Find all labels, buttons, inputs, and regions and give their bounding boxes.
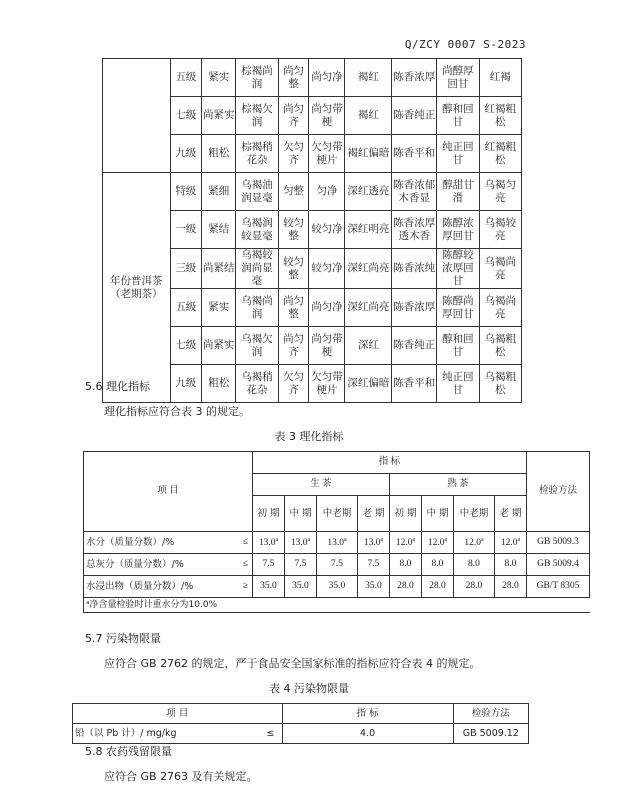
grade-cell: 深红偏暗 [345,365,392,403]
grade-cell: 特级 [170,173,202,211]
table4-index-header: 指 标 [282,704,453,724]
footnote-marker: a [343,537,347,544]
table3-value: 8.0 [504,559,517,569]
table3-value: 12.0 [427,538,445,549]
grade-cell: 棕褐欠润 [236,97,278,135]
table3-value: 13.0 [327,538,344,549]
grade-cell: 乌褐欠润 [236,327,278,365]
contaminant-table [72,703,529,744]
table3-value-cell [252,576,284,598]
table3-value: 8.0 [399,559,412,569]
table4-row-value: 4.0 [282,724,453,744]
footnote-marker: a [480,537,484,544]
table3-row-symbol: ≥ [236,576,253,598]
section-5-7-heading: 5.7 污染物限量 [85,632,161,645]
table3-period-header: 老 期 [357,496,389,532]
grade-cell: 乌褐润较显毫 [236,211,278,249]
grade-cell: 紧结 [202,211,236,249]
table3-value-cell [389,576,421,598]
grade-cell: 纯正回甘 [437,135,479,173]
grade-cell: 褐红偏暗 [345,135,392,173]
grade-cell: 五级 [170,59,202,97]
table3-value: 12.0 [464,538,481,549]
grade-cell: 七级 [170,97,202,135]
table3-value-cell [316,532,357,554]
grade-cell: 乌褐尚亮 [479,249,521,289]
table3-value: 28.0 [502,581,519,591]
grade-cell: 三级 [170,249,202,289]
grade-cell: 尚匀带梗 [309,97,345,135]
table3-value: 7.5 [367,559,380,569]
grade-cell: 红褐粗松 [479,135,521,173]
table3-value: 13.0 [258,538,276,549]
grade-cell: 棕褐尚润 [236,59,278,97]
table3-value: 12.0 [395,538,413,549]
grade-cell: 粗松 [202,135,236,173]
table3-caption: 表 3 理化指标 [274,430,344,443]
grade-cell: 匀净 [309,173,345,211]
grade-cell: 陈香浓郁木香显 [392,173,437,211]
footnote-marker: a [380,537,384,544]
table3-row [84,576,590,598]
grade-cell: 乌褐稍花杂 [236,365,278,403]
grade-cell: 尚匀整 [278,289,309,327]
table3-period-header: 中 期 [284,496,316,532]
grade-cell: 纯正回甘 [437,365,479,403]
grade-cell: 乌褐油润显毫 [236,173,278,211]
table3-value-cell [357,554,389,576]
table3-value-cell [284,576,316,598]
grade-cell: 尚匀齐 [278,97,309,135]
grade-cell: 醇和回甘 [437,327,479,365]
section-5-8-text: 应符合 GB 2763 及有关规定。 [104,770,258,783]
grade-cell: 粗松 [202,365,236,403]
table3-value-cell [453,576,494,598]
grade-cell: 欠匀带梗片 [309,135,345,173]
grade-cell: 陈香浓厚 [392,289,437,327]
table3-value-cell [389,532,421,554]
grade-cell: 陈香纯正 [392,97,437,135]
table4-row-label: 铅（以 Pb 计）/ mg/kg [73,724,267,744]
grade-cell: 陈香平和 [392,135,437,173]
table3-row-symbol: ≤ [236,532,253,554]
table3-value-cell [421,532,453,554]
grade-cell: 陈醇尚厚回甘 [437,289,479,327]
table3-footnote: ᵃ净含量检验时计重水分为10.0% [84,598,590,613]
grade-cell: 尚紧结 [202,249,236,289]
grade-cell: 乌褐尚亮 [479,289,521,327]
grade-cell: 尚醇厚回甘 [437,59,479,97]
grade-cell: 深红明亮 [345,211,392,249]
footnote-marker: a [275,537,279,544]
grade-cell: 深红透亮 [345,173,392,211]
table3-value-cell [252,554,284,576]
grade-cell: 深红 [345,327,392,365]
table3-value-cell [357,576,389,598]
table3-value: 35.0 [328,581,346,591]
section-5-6-heading: 5.6 理化指标 [85,380,150,393]
grade-cell: 深红尚亮 [345,249,392,289]
table3-period-header: 中 期 [421,496,453,532]
grade-cell: 陈香纯正 [392,327,437,365]
grade-cell: 欠匀齐 [278,135,309,173]
table3-value: 7.5 [331,559,343,569]
physicochemical-table [83,451,590,613]
grade-cell: 陈香浓纯 [392,249,437,289]
grade-row [103,59,522,97]
grade-cell: 尚匀带梗 [309,327,345,365]
grade-cell: 乌褐较润尚显毫 [236,249,278,289]
table3-row-label: 总灰分（质量分数）/% [84,554,236,576]
table3-value-cell [357,532,389,554]
table3-value-cell [453,532,494,554]
table3-row [84,554,590,576]
grade-cell: 醇和回甘 [437,97,479,135]
table3-row-label: 水浸出物（质量分数）/% [84,576,236,598]
grade-row [103,173,522,211]
table3-value-cell [316,576,357,598]
grade-cell: 乌褐粗松 [479,327,521,365]
grade-cell: 欠匀齐 [278,365,309,403]
grade-cell: 紧实 [202,289,236,327]
grade-cell: 五级 [170,289,202,327]
table4-row-symbol: ≤ [266,724,282,744]
table3-method-header: 检验方法 [527,452,590,532]
grade-cell: 陈香平和 [392,365,437,403]
table3-row-label: 水分（质量分数）/% [84,532,236,554]
grade-cell: 九级 [170,365,202,403]
grade-cell: 乌褐较亮 [479,211,521,249]
grade-cell: 匀整 [278,173,309,211]
grade-cell: 陈醇较浓厚回甘 [437,249,479,289]
table3-value-cell [284,532,316,554]
table3-method-cell: GB/T 8305 [527,576,590,598]
grade-cell: 陈香浓厚透木香 [392,211,437,249]
grade-cell: 较匀整 [278,211,309,249]
grade-cell: 尚紧实 [202,327,236,365]
footnote-marker: a [517,537,521,544]
table3-raw-header: 生 茶 [252,474,389,496]
grade-cell: 九级 [170,135,202,173]
table3-value: 12.0 [500,538,518,549]
table4-item-header: 项 目 [73,704,283,724]
table3-value: 13.0 [363,538,381,549]
grade-category-label: 年份普洱茶（老期茶） [103,173,171,403]
grade-cell: 乌褐尚润 [236,289,278,327]
section-5-6-text: 理化指标应符合表 3 的规定。 [104,405,250,418]
table3-method-cell: GB 5009.3 [527,532,590,554]
table3-period-header: 初 期 [252,496,284,532]
table3-value-cell [421,554,453,576]
table4-caption: 表 4 污染物限量 [269,682,349,695]
grade-cell: 较匀整 [278,249,309,289]
grade-cell: 尚匀齐 [278,327,309,365]
grade-cell: 一级 [170,211,202,249]
table3-period-header: 中老期 [453,496,494,532]
table3-value: 35.0 [260,581,277,591]
table3-ripe-header: 熟 茶 [389,474,526,496]
grade-cell: 尚匀整 [278,59,309,97]
grade-cell: 红褐粗松 [479,97,521,135]
table3-period-header: 初 期 [389,496,421,532]
table4-row-method: GB 5009.12 [453,724,528,744]
table3-item-header: 项 目 [84,452,253,532]
grade-cell: 尚匀净 [309,59,345,97]
grade-cell: 紧细 [202,173,236,211]
table3-method-cell: GB 5009.4 [527,554,590,576]
grade-cell: 乌褐粗松 [479,365,521,403]
grade-cell: 醇甜甘滑 [437,173,479,211]
table3-period-header: 中老期 [316,496,357,532]
grade-table [102,58,522,403]
grade-cell: 紧实 [202,59,236,97]
grade-cell: 深红尚亮 [345,289,392,327]
table3-index-header: 指 标 [252,452,526,474]
table3-value: 8.0 [431,559,444,569]
table4-method-header: 检验方法 [453,704,528,724]
grade-cell: 尚紧实 [202,97,236,135]
table3-value-cell [284,554,316,576]
grade-cell: 棕褐稍花杂 [236,135,278,173]
table3-row [84,532,590,554]
table3-value: 28.0 [397,581,414,591]
table3-value-cell [389,554,421,576]
table3-value-cell [316,554,357,576]
table3-value: 13.0 [290,538,308,549]
table3-value: 8.0 [468,559,480,569]
table3-value-cell [494,554,526,576]
grade-cell: 红褐 [479,59,521,97]
table3-period-header: 老 期 [494,496,526,532]
footnote-marker: a [412,537,416,544]
grade-cell: 较匀净 [309,211,345,249]
grade-cell: 较匀净 [309,249,345,289]
grade-cell: 褐红 [345,97,392,135]
grade-cell: 七级 [170,327,202,365]
table3-value: 28.0 [429,581,446,591]
table3-value: 7.5 [294,559,307,569]
footnote-marker: a [444,537,448,544]
grade-category-empty [103,59,171,173]
section-5-8-heading: 5.8 农药残留限量 [85,745,172,758]
table3-row-symbol: ≤ [236,554,253,576]
footnote-marker: a [307,537,311,544]
table3-value-cell [494,576,526,598]
grade-cell: 陈醇浓厚回甘 [437,211,479,249]
grade-cell: 尚匀净 [309,289,345,327]
table3-value-cell [453,554,494,576]
grade-cell: 欠匀带梗片 [309,365,345,403]
table3-value-cell [421,576,453,598]
table3-value: 35.0 [365,581,382,591]
grade-cell: 陈香浓厚 [392,59,437,97]
table3-value: 28.0 [465,581,483,591]
table3-value: 7.5 [262,559,275,569]
grade-cell: 褐红 [345,59,392,97]
grade-cell: 乌褐匀亮 [479,173,521,211]
table3-value: 35.0 [292,581,309,591]
document-code: Q/ZCY 0007 S-2023 [404,38,526,51]
table3-value-cell [252,532,284,554]
section-5-7-text: 应符合 GB 2762 的规定，严于食品安全国家标准的指标应符合表 4 的规定。 [104,657,481,670]
table3-value-cell [494,532,526,554]
